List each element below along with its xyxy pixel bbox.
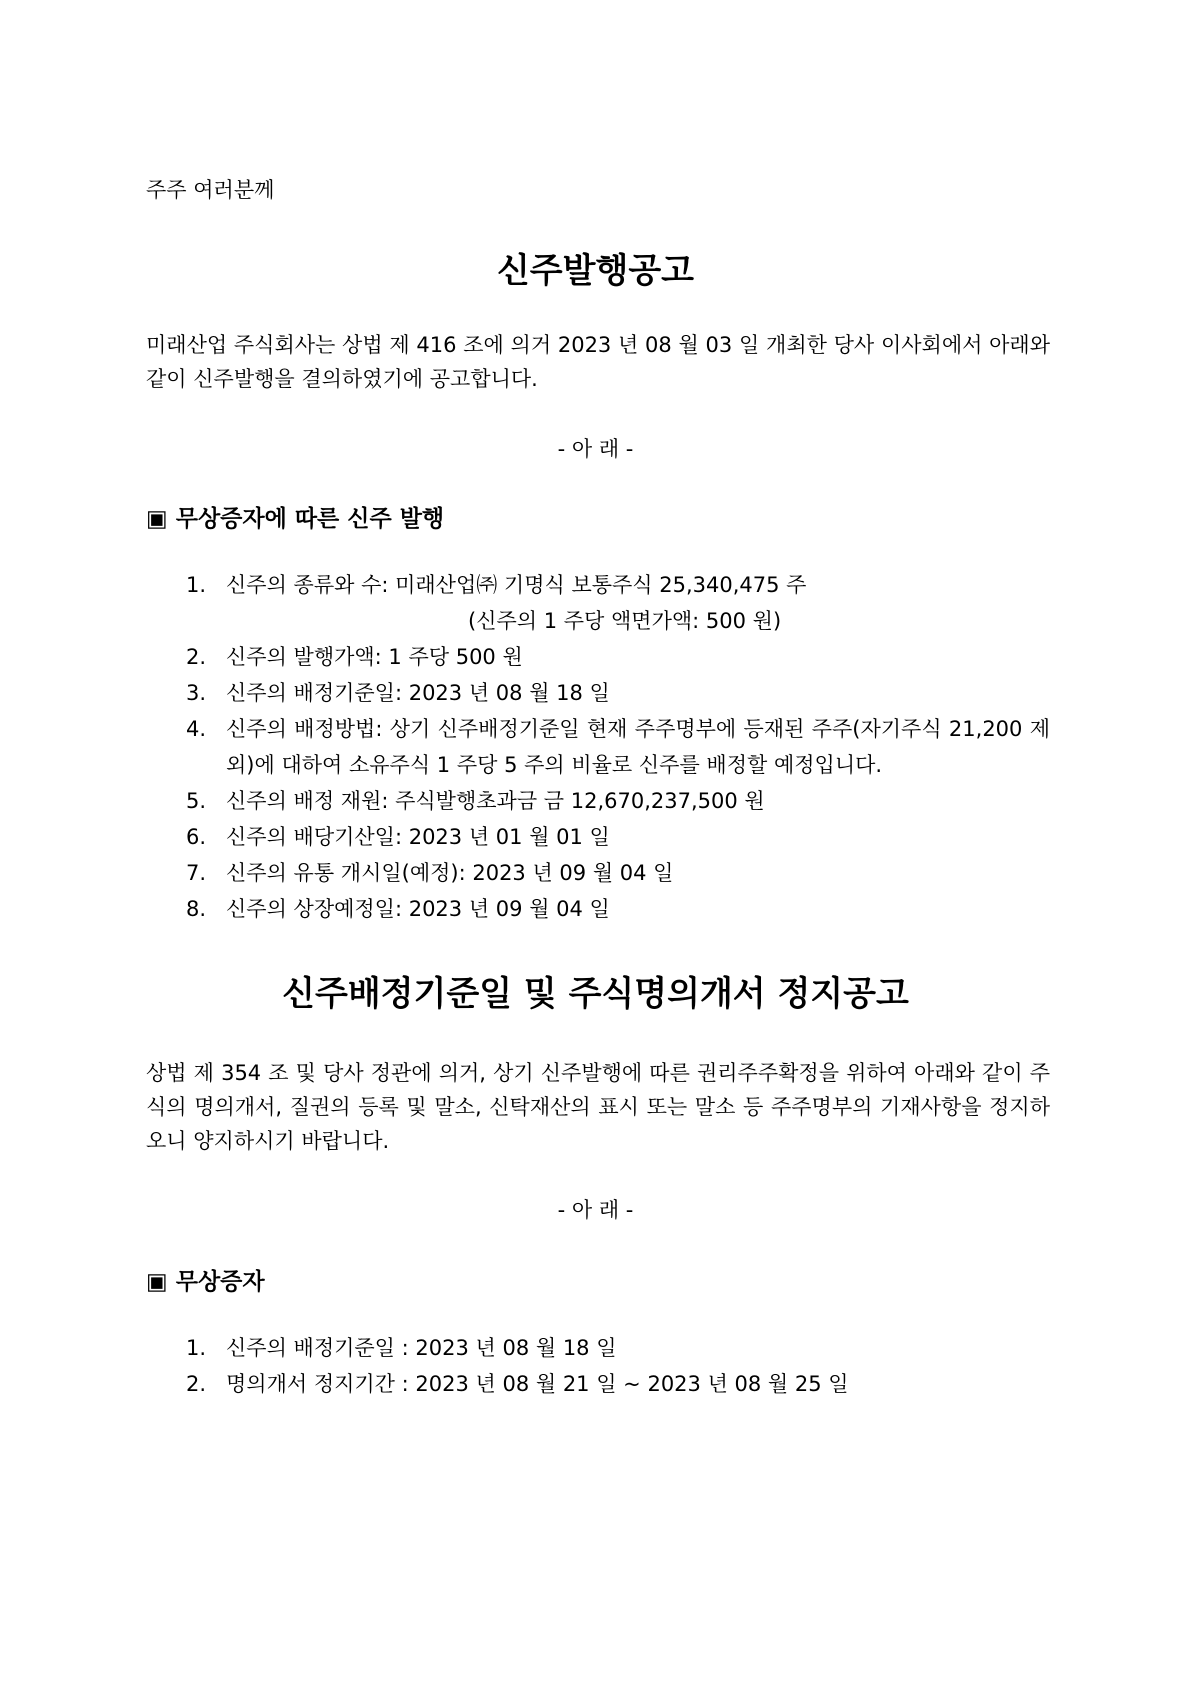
note-heading: - 아 래 - bbox=[557, 437, 634, 461]
notice-title: 신주발행공고 bbox=[496, 251, 695, 291]
item-text: 신주의 배당기산일: 2023 년 01 월 01 일 bbox=[226, 825, 610, 849]
list-item bbox=[186, 891, 1050, 927]
section-heading bbox=[146, 1263, 265, 1296]
section-title: 무상증자에 따른 신주 발행 bbox=[175, 506, 445, 532]
item-number: 3. bbox=[186, 681, 207, 705]
item-text: 신주의 배정 재원: 주식발행초과금 금 12,670,237,500 원 bbox=[226, 789, 765, 813]
issuance-details-list bbox=[186, 567, 1050, 927]
item-subtext: (신주의 1 주당 액면가액: 500 원) bbox=[468, 609, 782, 633]
suspension-notice-title: 신주배정기준일 및 주식명의개서 정지공고 bbox=[282, 974, 909, 1014]
list-item bbox=[186, 567, 1050, 639]
list-item bbox=[186, 675, 1050, 711]
list-item bbox=[186, 783, 1050, 819]
item-text: 신주의 상장예정일: 2023 년 09 월 04 일 bbox=[226, 897, 610, 921]
item-number: 6. bbox=[186, 825, 207, 849]
notice-body: 미래산업 주식회사는 상법 제 416 조에 의거 2023 년 08 월 03 일 개최한 당사 이사회에서 아래와 같이 신주발행을 결의하였기에 공고합니다. bbox=[146, 333, 1050, 391]
item-number: 7. bbox=[186, 861, 207, 885]
list-item bbox=[186, 819, 1050, 855]
item-number: 8. bbox=[186, 897, 207, 921]
item-text: 신주의 배정기준일 : 2023 년 08 월 18 일 bbox=[226, 1336, 617, 1360]
item-text: 명의개서 정지기간 : 2023 년 08 월 21 일 ~ 2023 년 08 월 25 일 bbox=[226, 1372, 849, 1396]
square-bullet-icon: ▣ bbox=[146, 506, 168, 532]
item-number: 4. bbox=[186, 717, 207, 741]
note-heading: - 아 래 - bbox=[557, 1198, 634, 1222]
list-item bbox=[186, 639, 1050, 675]
list-item bbox=[186, 855, 1050, 891]
item-number: 5. bbox=[186, 789, 207, 813]
section-title: 무상증자 bbox=[175, 1269, 265, 1295]
item-text: 신주의 유통 개시일(예정): 2023 년 09 월 04 일 bbox=[226, 861, 674, 885]
item-number: 1. bbox=[186, 1336, 207, 1360]
item-number: 2. bbox=[186, 1372, 207, 1396]
suspension-details-list bbox=[186, 1330, 1050, 1402]
section-heading bbox=[146, 500, 444, 533]
list-item bbox=[186, 711, 1050, 783]
item-number: 2. bbox=[186, 645, 207, 669]
suspension-notice-body: 상법 제 354 조 및 당사 정관에 의거, 상기 신주발행에 따른 권리주주확정을 위하여 아래와 같이 주식의 명의개서, 질권의 등록 및 말소, 신탁재산의 표시 또는 말소 등 주주명부의 기재사항을 정지하오니 양지하시기 바랍니다. bbox=[146, 1061, 1050, 1153]
item-number: 1. bbox=[186, 573, 207, 597]
greeting: 주주 여러분께 bbox=[146, 178, 275, 202]
item-text: 신주의 배정기준일: 2023 년 08 월 18 일 bbox=[226, 681, 610, 705]
item-text: 신주의 종류와 수: 미래산업㈜ 기명식 보통주식 25,340,475 주 bbox=[226, 573, 807, 597]
item-text: 신주의 발행가액: 1 주당 500 원 bbox=[226, 645, 523, 669]
square-bullet-icon: ▣ bbox=[146, 1269, 168, 1295]
list-item bbox=[186, 1330, 1050, 1366]
list-item bbox=[186, 1366, 1050, 1402]
item-text: 신주의 배정방법: 상기 신주배정기준일 현재 주주명부에 등재된 주주(자기주식 21,200 제외)에 대하여 소유주식 1 주당 5 주의 비율로 신주를 배정할 예정입니다. bbox=[226, 717, 1050, 777]
